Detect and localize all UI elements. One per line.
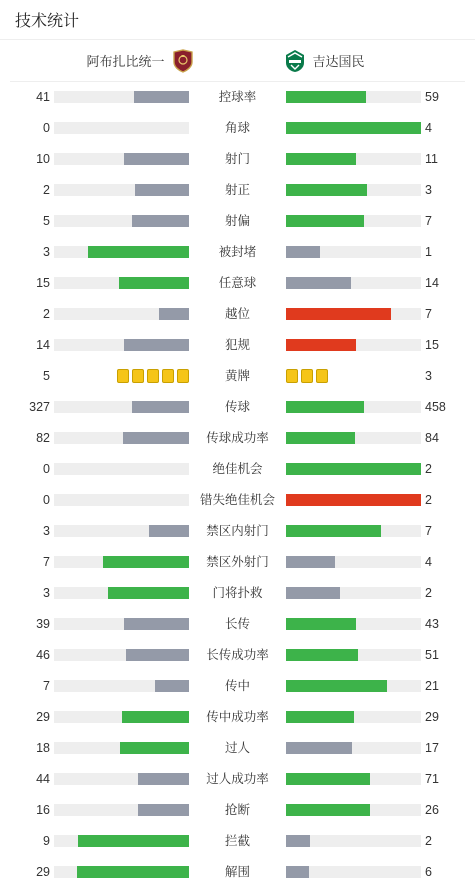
away-stat-bar-fill: [286, 339, 356, 351]
home-stat-bar: [54, 91, 189, 103]
yellow-card-icon: [316, 369, 328, 383]
home-stat-value: 15: [36, 276, 50, 290]
home-stat-value: 44: [36, 772, 50, 786]
stat-row: [0, 82, 475, 113]
home-stat-bar-fill: [155, 680, 189, 692]
away-stat-value: 1: [425, 245, 432, 259]
stat-label: 长传成功率: [206, 648, 269, 662]
stat-row: [0, 423, 475, 454]
stat-row: [0, 609, 475, 640]
away-stat-bar-fill: [286, 153, 356, 165]
home-stat-value: 18: [36, 741, 50, 755]
stats-list: [0, 82, 475, 888]
away-stat-bar-fill: [286, 835, 310, 847]
home-stat-bar: [54, 556, 189, 568]
home-stat-value: 39: [36, 617, 50, 631]
away-stat-bar-fill: [286, 122, 421, 134]
home-stat-value: 9: [43, 834, 50, 848]
home-stat-bar-fill: [134, 91, 189, 103]
away-team-name: 吉达国民: [312, 54, 365, 69]
home-stat-bar-fill: [123, 432, 189, 444]
home-team[interactable]: [86, 40, 192, 81]
away-stat-value: 4: [425, 555, 432, 569]
stat-row: [0, 733, 475, 764]
away-team-crest-icon: [283, 49, 307, 73]
home-stat-bar: [54, 246, 189, 258]
stat-label: 控球率: [218, 90, 257, 104]
home-stat-value: 41: [36, 90, 50, 104]
page-title: 技术统计: [15, 13, 80, 30]
home-stat-bar: [54, 649, 189, 661]
away-yellow-cards: [286, 369, 328, 383]
away-stat-bar: [286, 432, 421, 444]
yellow-card-icon: [117, 369, 129, 383]
away-stat-bar: [286, 556, 421, 568]
home-stat-bar: [54, 525, 189, 537]
stat-row: [0, 578, 475, 609]
home-stat-value: 327: [29, 400, 50, 414]
home-stat-bar-fill: [138, 773, 189, 785]
home-stat-bar: [54, 587, 189, 599]
stat-label: 犯规: [224, 338, 250, 352]
stat-row: [0, 268, 475, 299]
away-stat-bar-fill: [286, 246, 320, 258]
home-stat-value: 2: [43, 183, 50, 197]
away-stat-value: 7: [425, 214, 432, 228]
home-stat-value: 3: [43, 245, 50, 259]
stat-label: 拦截: [224, 834, 250, 848]
home-yellow-cards: [117, 369, 189, 383]
home-stat-bar: [54, 153, 189, 165]
yellow-card-icon: [147, 369, 159, 383]
home-stat-bar: [54, 277, 189, 289]
away-stat-value: 14: [425, 276, 439, 290]
page-header: [0, 0, 475, 40]
away-stat-bar: [286, 866, 421, 878]
away-stat-bar: [286, 184, 421, 196]
home-stat-bar-fill: [120, 742, 189, 754]
away-stat-value: 29: [425, 710, 439, 724]
away-stat-value: 7: [425, 524, 432, 538]
home-stat-bar-fill: [88, 246, 189, 258]
away-stat-bar: [286, 122, 421, 134]
away-stat-bar-fill: [286, 618, 356, 630]
home-stat-value: 7: [43, 679, 50, 693]
stat-label: 过人: [224, 741, 250, 755]
teams-header: [10, 40, 465, 82]
stat-row: [0, 702, 475, 733]
home-stat-bar: [54, 463, 189, 475]
away-stat-bar: [286, 773, 421, 785]
away-stat-value: 2: [425, 586, 432, 600]
away-stat-bar: [286, 277, 421, 289]
home-stat-bar-fill: [124, 339, 189, 351]
stat-row: [0, 671, 475, 702]
yellow-card-icon: [177, 369, 189, 383]
home-stat-bar-fill: [132, 215, 189, 227]
stat-label: 禁区外射门: [206, 555, 269, 569]
away-stat-bar: [286, 742, 421, 754]
yellow-card-icon: [286, 369, 298, 383]
home-stat-value: 10: [36, 152, 50, 166]
away-stat-value: 2: [425, 834, 432, 848]
home-stat-bar-fill: [124, 153, 189, 165]
away-stat-bar-fill: [286, 525, 381, 537]
stat-row: [0, 330, 475, 361]
home-stat-bar: [54, 711, 189, 723]
away-stat-value: 3: [425, 369, 432, 383]
away-stat-value: 6: [425, 865, 432, 879]
home-stat-value: 2: [43, 307, 50, 321]
away-stat-bar: [286, 246, 421, 258]
home-stat-bar: [54, 339, 189, 351]
stat-label: 传球: [224, 400, 250, 414]
away-stat-bar-fill: [286, 215, 364, 227]
home-stat-value: 14: [36, 338, 50, 352]
home-stat-value: 46: [36, 648, 50, 662]
away-stat-bar-fill: [286, 308, 391, 320]
home-stat-bar: [54, 866, 189, 878]
home-stat-bar: [54, 742, 189, 754]
away-stat-bar: [286, 153, 421, 165]
home-stat-bar-fill: [126, 649, 189, 661]
away-stat-bar-fill: [286, 432, 355, 444]
stat-row: [0, 113, 475, 144]
stat-label: 被封堵: [218, 245, 257, 259]
stat-label: 绝佳机会: [212, 462, 263, 476]
home-stat-bar-fill: [149, 525, 190, 537]
away-stat-value: 59: [425, 90, 439, 104]
away-stat-bar: [286, 525, 421, 537]
home-stat-bar-fill: [119, 277, 189, 289]
away-stat-bar: [286, 680, 421, 692]
home-stat-bar: [54, 804, 189, 816]
home-stat-value: 82: [36, 431, 50, 445]
stat-label: 禁区内射门: [206, 524, 269, 538]
home-stat-value: 0: [43, 493, 50, 507]
stat-label: 越位: [224, 307, 250, 321]
stat-row: [0, 485, 475, 516]
stat-label: 射正: [224, 183, 250, 197]
stat-label: 射门: [224, 152, 250, 166]
home-stat-bar-fill: [103, 556, 189, 568]
yellow-card-icon: [162, 369, 174, 383]
away-stat-bar-fill: [286, 587, 340, 599]
stat-row: [0, 206, 475, 237]
stat-label: 黄牌: [224, 369, 250, 383]
home-stat-value: 5: [43, 369, 50, 383]
away-stat-value: 71: [425, 772, 439, 786]
away-stat-bar-fill: [286, 680, 387, 692]
away-stat-bar-fill: [286, 277, 351, 289]
stat-label: 角球: [224, 121, 250, 135]
stat-label: 传中: [224, 679, 250, 693]
away-stat-value: 26: [425, 803, 439, 817]
stat-label: 射偏: [224, 214, 250, 228]
away-stat-value: 15: [425, 338, 439, 352]
away-stat-bar: [286, 804, 421, 816]
stat-label: 门将扑救: [212, 586, 263, 600]
home-stat-bar: [54, 401, 189, 413]
away-stat-bar: [286, 618, 421, 630]
away-stat-bar: [286, 587, 421, 599]
away-stat-value: 17: [425, 741, 439, 755]
away-stat-value: 51: [425, 648, 439, 662]
home-stat-value: 0: [43, 121, 50, 135]
stat-row: [0, 392, 475, 423]
away-stat-value: 458: [425, 400, 446, 414]
home-team-crest-icon: [173, 49, 193, 73]
away-stat-value: 3: [425, 183, 432, 197]
away-stat-bar-fill: [286, 804, 370, 816]
stat-row: [0, 547, 475, 578]
away-stat-value: 2: [425, 493, 432, 507]
away-stat-bar: [286, 308, 421, 320]
away-stat-bar-fill: [286, 773, 370, 785]
home-stat-bar: [54, 215, 189, 227]
away-stat-bar-fill: [286, 742, 352, 754]
away-stat-bar-fill: [286, 711, 354, 723]
away-stat-bar-fill: [286, 556, 335, 568]
away-stat-bar: [286, 835, 421, 847]
away-stat-bar: [286, 215, 421, 227]
home-stat-bar: [54, 835, 189, 847]
away-stat-bar-fill: [286, 463, 421, 475]
away-stat-value: 4: [425, 121, 432, 135]
away-stat-bar: [286, 339, 421, 351]
home-stat-value: 0: [43, 462, 50, 476]
home-stat-bar-fill: [135, 184, 189, 196]
stat-label: 抢断: [224, 803, 250, 817]
stat-row: [0, 826, 475, 857]
home-stat-value: 3: [43, 586, 50, 600]
away-stat-bar-fill: [286, 401, 364, 413]
stat-row: [0, 857, 475, 888]
away-stat-value: 11: [425, 152, 438, 166]
home-stat-value: 5: [43, 214, 50, 228]
home-stat-bar: [54, 680, 189, 692]
away-stat-bar: [286, 401, 421, 413]
home-stat-bar: [54, 432, 189, 444]
home-stat-bar-fill: [122, 711, 190, 723]
home-stat-bar-fill: [132, 401, 189, 413]
away-team[interactable]: [283, 40, 365, 81]
away-stat-value: 43: [425, 617, 439, 631]
stat-row: [0, 237, 475, 268]
home-stat-value: 16: [36, 803, 50, 817]
home-team-name: 阿布扎比统一: [86, 54, 165, 69]
stat-label: 解围: [224, 865, 250, 879]
stat-label: 任意球: [218, 276, 257, 290]
away-stat-bar-fill: [286, 866, 309, 878]
home-stat-bar-fill: [77, 866, 189, 878]
home-stat-bar: [54, 773, 189, 785]
stat-row: [0, 764, 475, 795]
home-stat-bar-fill: [159, 308, 189, 320]
home-stat-value: 7: [43, 555, 50, 569]
yellow-card-icon: [301, 369, 313, 383]
home-stat-value: 29: [36, 710, 50, 724]
stat-label: 过人成功率: [206, 772, 269, 786]
stat-row: [0, 361, 475, 392]
away-stat-bar: [286, 649, 421, 661]
stat-row: [0, 640, 475, 671]
home-stat-bar: [54, 494, 189, 506]
stat-label: 错失绝佳机会: [199, 493, 275, 507]
home-stat-bar-fill: [108, 587, 189, 599]
away-stat-bar-fill: [286, 494, 421, 506]
away-stat-bar: [286, 463, 421, 475]
stat-label: 传球成功率: [206, 431, 269, 445]
away-stat-bar: [286, 91, 421, 103]
stat-row: [0, 175, 475, 206]
home-stat-value: 3: [43, 524, 50, 538]
home-stat-bar: [54, 122, 189, 134]
home-stat-value: 29: [36, 865, 50, 879]
away-stat-value: 2: [425, 462, 432, 476]
yellow-card-icon: [132, 369, 144, 383]
stat-row: [0, 516, 475, 547]
stat-row: [0, 299, 475, 330]
stat-row: [0, 795, 475, 826]
away-stat-bar: [286, 711, 421, 723]
away-stat-value: 21: [425, 679, 439, 693]
home-stat-bar: [54, 184, 189, 196]
stat-row: [0, 454, 475, 485]
away-stat-bar-fill: [286, 91, 366, 103]
away-stat-value: 7: [425, 307, 432, 321]
home-stat-bar: [54, 308, 189, 320]
away-stat-bar: [286, 494, 421, 506]
home-stat-bar-fill: [124, 618, 189, 630]
stat-label: 长传: [224, 617, 250, 631]
stat-row: [0, 144, 475, 175]
stat-label: 传中成功率: [206, 710, 269, 724]
away-stat-bar-fill: [286, 184, 367, 196]
home-stat-bar: [54, 618, 189, 630]
away-stat-value: 84: [425, 431, 439, 445]
away-stat-bar-fill: [286, 649, 358, 661]
home-stat-bar-fill: [138, 804, 189, 816]
home-stat-bar-fill: [78, 835, 189, 847]
